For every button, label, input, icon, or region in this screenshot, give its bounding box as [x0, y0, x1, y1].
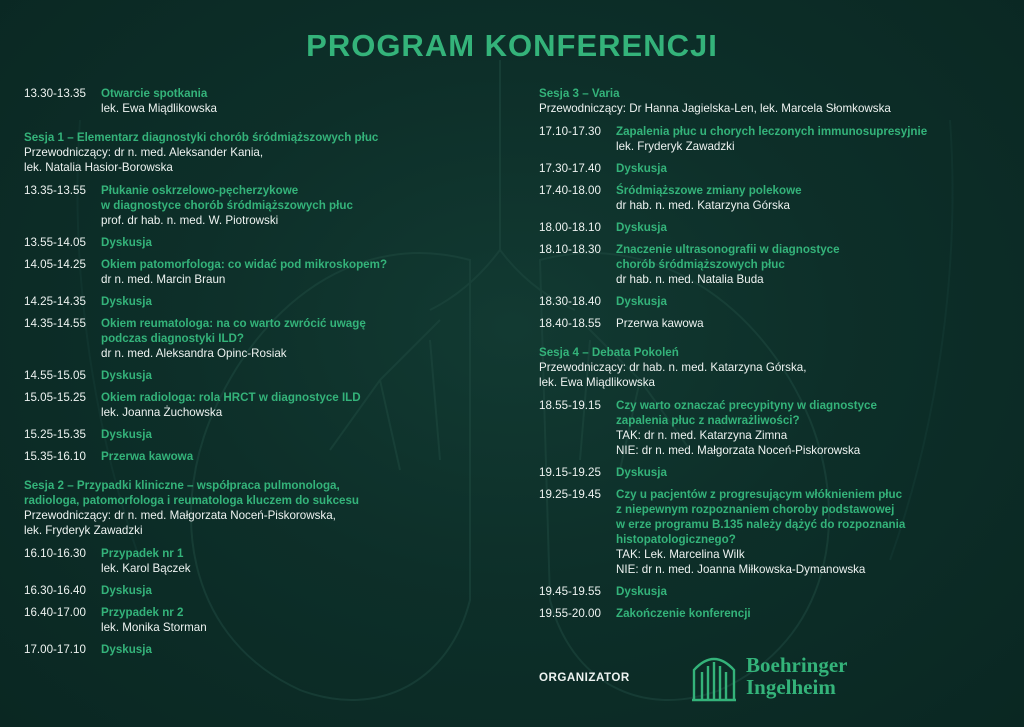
item-speaker: NIE: dr n. med. Joanna Miłkowska-Dymanowska: [616, 563, 866, 576]
item-time: 15.25-15.35: [24, 428, 86, 441]
item-time: 13.30-13.35: [24, 87, 86, 100]
item-title: Przypadek nr 1: [101, 547, 184, 560]
item-speaker: lek. Joanna Żuchowska: [101, 406, 223, 419]
program-item: [24, 583, 464, 598]
logo-line-2: Ingelheim: [746, 675, 836, 699]
program-item: [539, 124, 1009, 154]
program-item: [24, 642, 464, 657]
session-chairs: lek. Natalia Hasior-Borowska: [24, 161, 173, 174]
item-title: Dyskusja: [616, 585, 667, 598]
item-time: 17.40-18.00: [539, 184, 601, 197]
program-item: [24, 257, 464, 287]
item-time: 18.55-19.15: [539, 399, 601, 412]
boehringer-ingelheim-logo: [690, 650, 847, 702]
item-title: Dyskusja: [616, 466, 667, 479]
item-time: 13.35-13.55: [24, 184, 86, 197]
item-title: Dyskusja: [101, 236, 152, 249]
item-title: Czy u pacjentów z progresującym włóknieniem płuc: [616, 488, 903, 501]
item-time: 19.15-19.25: [539, 466, 601, 479]
item-title: Śródmiąższowe zmiany polekowe: [616, 184, 802, 197]
session-title: Sesja 3 – Varia: [539, 87, 620, 100]
item-title: chorób śródmiąższowych płuc: [616, 258, 785, 271]
session-title: Sesja 2 – Przypadki kliniczne – współpraca pulmonologa,: [24, 479, 340, 492]
item-speaker: dr n. med. Aleksandra Opinc-Rosiak: [101, 347, 287, 360]
item-title: Dyskusja: [101, 584, 152, 597]
session-title: radiologa, patomorfologa i reumatologa kluczem do sukcesu: [24, 494, 359, 507]
item-speaker: NIE: dr n. med. Małgorzata Noceń-Piskorowska: [616, 444, 861, 457]
item-title: Okiem radiologa: rola HRCT w diagnostyce ILD: [101, 391, 361, 404]
item-title: Okiem reumatologa: na co warto zwrócić uwagę: [101, 317, 366, 330]
item-title: Okiem patomorfologa: co widać pod mikroskopem?: [101, 258, 388, 271]
item-time: 17.10-17.30: [539, 125, 601, 138]
program-item: [24, 235, 464, 250]
item-time: 17.00-17.10: [24, 643, 86, 656]
program-item: [539, 183, 1009, 213]
item-title: w erze programu B.135 należy dążyć do rozpoznania: [616, 518, 906, 531]
session-header: [539, 86, 1009, 116]
program-item: [539, 584, 1009, 599]
program-item: [24, 390, 464, 420]
item-speaker: lek. Fryderyk Zawadzki: [616, 140, 735, 153]
item-speaker: dr hab. n. med. Natalia Buda: [616, 273, 764, 286]
session-chairs: Przewodniczący: dr hab. n. med. Katarzyna Górska,: [539, 361, 807, 374]
item-title: Zapalenia płuc u chorych leczonych immunosupresyjnie: [616, 125, 928, 138]
item-time: 14.05-14.25: [24, 258, 86, 271]
item-speaker: TAK: Lek. Marcelina Wilk: [616, 548, 745, 561]
item-title: Zakończenie konferencji: [616, 607, 751, 620]
program-item: [539, 161, 1009, 176]
item-time: 15.35-16.10: [24, 450, 86, 463]
session-chairs: Przewodniczący: dr n. med. Aleksander Kania,: [24, 146, 264, 159]
item-title: Dyskusja: [101, 295, 152, 308]
item-title: w diagnostyce chorób śródmiąższowych płuc: [101, 199, 353, 212]
item-speaker: dr hab. n. med. Katarzyna Górska: [616, 199, 790, 212]
item-title: Przypadek nr 2: [101, 606, 184, 619]
session-header: [24, 478, 464, 538]
item-title: Przerwa kawowa: [616, 317, 704, 330]
program-item: [24, 294, 464, 309]
item-title: Płukanie oskrzelowo-pęcherzykowe: [101, 184, 299, 197]
item-time: 16.40-17.00: [24, 606, 86, 619]
session-chairs: Przewodniczący: dr n. med. Małgorzata Noceń-Piskorowska,: [24, 509, 336, 522]
item-time: 19.25-19.45: [539, 488, 601, 501]
session-title: Sesja 4 – Debata Pokoleń: [539, 346, 679, 359]
item-title: Dyskusja: [616, 221, 667, 234]
logo-wordmark: [746, 654, 847, 698]
left-column: [24, 86, 464, 664]
program-item: [24, 183, 464, 228]
program-item: [24, 316, 464, 361]
organizer-label: ORGANIZATOR: [539, 671, 630, 684]
item-time: 19.45-19.55: [539, 585, 601, 598]
item-time: 18.40-18.55: [539, 317, 601, 330]
program-item: [24, 546, 464, 576]
item-title: Przerwa kawowa: [101, 450, 194, 463]
item-time: 14.35-14.55: [24, 317, 86, 330]
item-time: 18.00-18.10: [539, 221, 601, 234]
program-item: [539, 606, 1009, 621]
program-item: [539, 398, 1009, 458]
item-time: 14.25-14.35: [24, 295, 86, 308]
item-title: Czy warto oznaczać precypityny w diagnostyce: [616, 399, 877, 412]
boehringer-logo-icon: [690, 650, 738, 702]
item-title: podczas diagnostyki ILD?: [101, 332, 245, 345]
item-time: 17.30-17.40: [539, 162, 601, 175]
item-title: histopatologicznego?: [616, 533, 736, 546]
item-speaker: dr n. med. Marcin Braun: [101, 273, 226, 286]
program-item: [539, 220, 1009, 235]
page-title: PROGRAM KONFERENCJI: [306, 28, 718, 63]
item-speaker: lek. Ewa Miądlikowska: [101, 102, 217, 115]
program-item: [539, 487, 1009, 577]
item-title: Dyskusja: [101, 643, 152, 656]
right-column: [539, 86, 1009, 628]
item-time: 16.30-16.40: [24, 584, 86, 597]
item-speaker: lek. Karol Bączek: [101, 562, 191, 575]
logo-line-1: Boehringer: [746, 653, 848, 677]
item-title: Dyskusja: [616, 295, 667, 308]
program-item: [539, 465, 1009, 480]
item-title: Dyskusja: [101, 428, 152, 441]
program-item: [24, 86, 464, 116]
program-item: [539, 242, 1009, 287]
item-time: 16.10-16.30: [24, 547, 86, 560]
item-title: Dyskusja: [101, 369, 152, 382]
item-title: Otwarcie spotkania: [101, 87, 208, 100]
item-time: 19.55-20.00: [539, 607, 601, 620]
item-speaker: prof. dr hab. n. med. W. Piotrowski: [101, 214, 279, 227]
program-item: [539, 294, 1009, 309]
item-time: 15.05-15.25: [24, 391, 86, 404]
item-speaker: TAK: dr n. med. Katarzyna Zimna: [616, 429, 788, 442]
program-item: [24, 427, 464, 442]
item-title: Dyskusja: [616, 162, 667, 175]
program-item: [24, 368, 464, 383]
item-time: 18.10-18.30: [539, 243, 601, 256]
session-title: Sesja 1 – Elementarz diagnostyki chorób śródmiąższowych płuc: [24, 131, 379, 144]
item-time: 13.55-14.05: [24, 236, 86, 249]
session-header: [539, 345, 1009, 390]
program-item: [24, 449, 464, 464]
item-time: 14.55-15.05: [24, 369, 86, 382]
session-chairs: lek. Ewa Miądlikowska: [539, 376, 655, 389]
item-title: Znaczenie ultrasonografii w diagnostyce: [616, 243, 840, 256]
item-title: z niepewnym rozpoznaniem choroby podstawowej: [616, 503, 895, 516]
item-speaker: lek. Monika Storman: [101, 621, 207, 634]
program-item: [24, 605, 464, 635]
item-title: zapalenia płuc z nadwrażliwości?: [616, 414, 800, 427]
session-chairs: lek. Fryderyk Zawadzki: [24, 524, 143, 537]
program-item: [539, 316, 1009, 331]
item-time: 18.30-18.40: [539, 295, 601, 308]
session-chairs: Przewodniczący: Dr Hanna Jagielska-Len, lek. Marcela Słomkowska: [539, 102, 891, 115]
session-header: [24, 130, 464, 175]
